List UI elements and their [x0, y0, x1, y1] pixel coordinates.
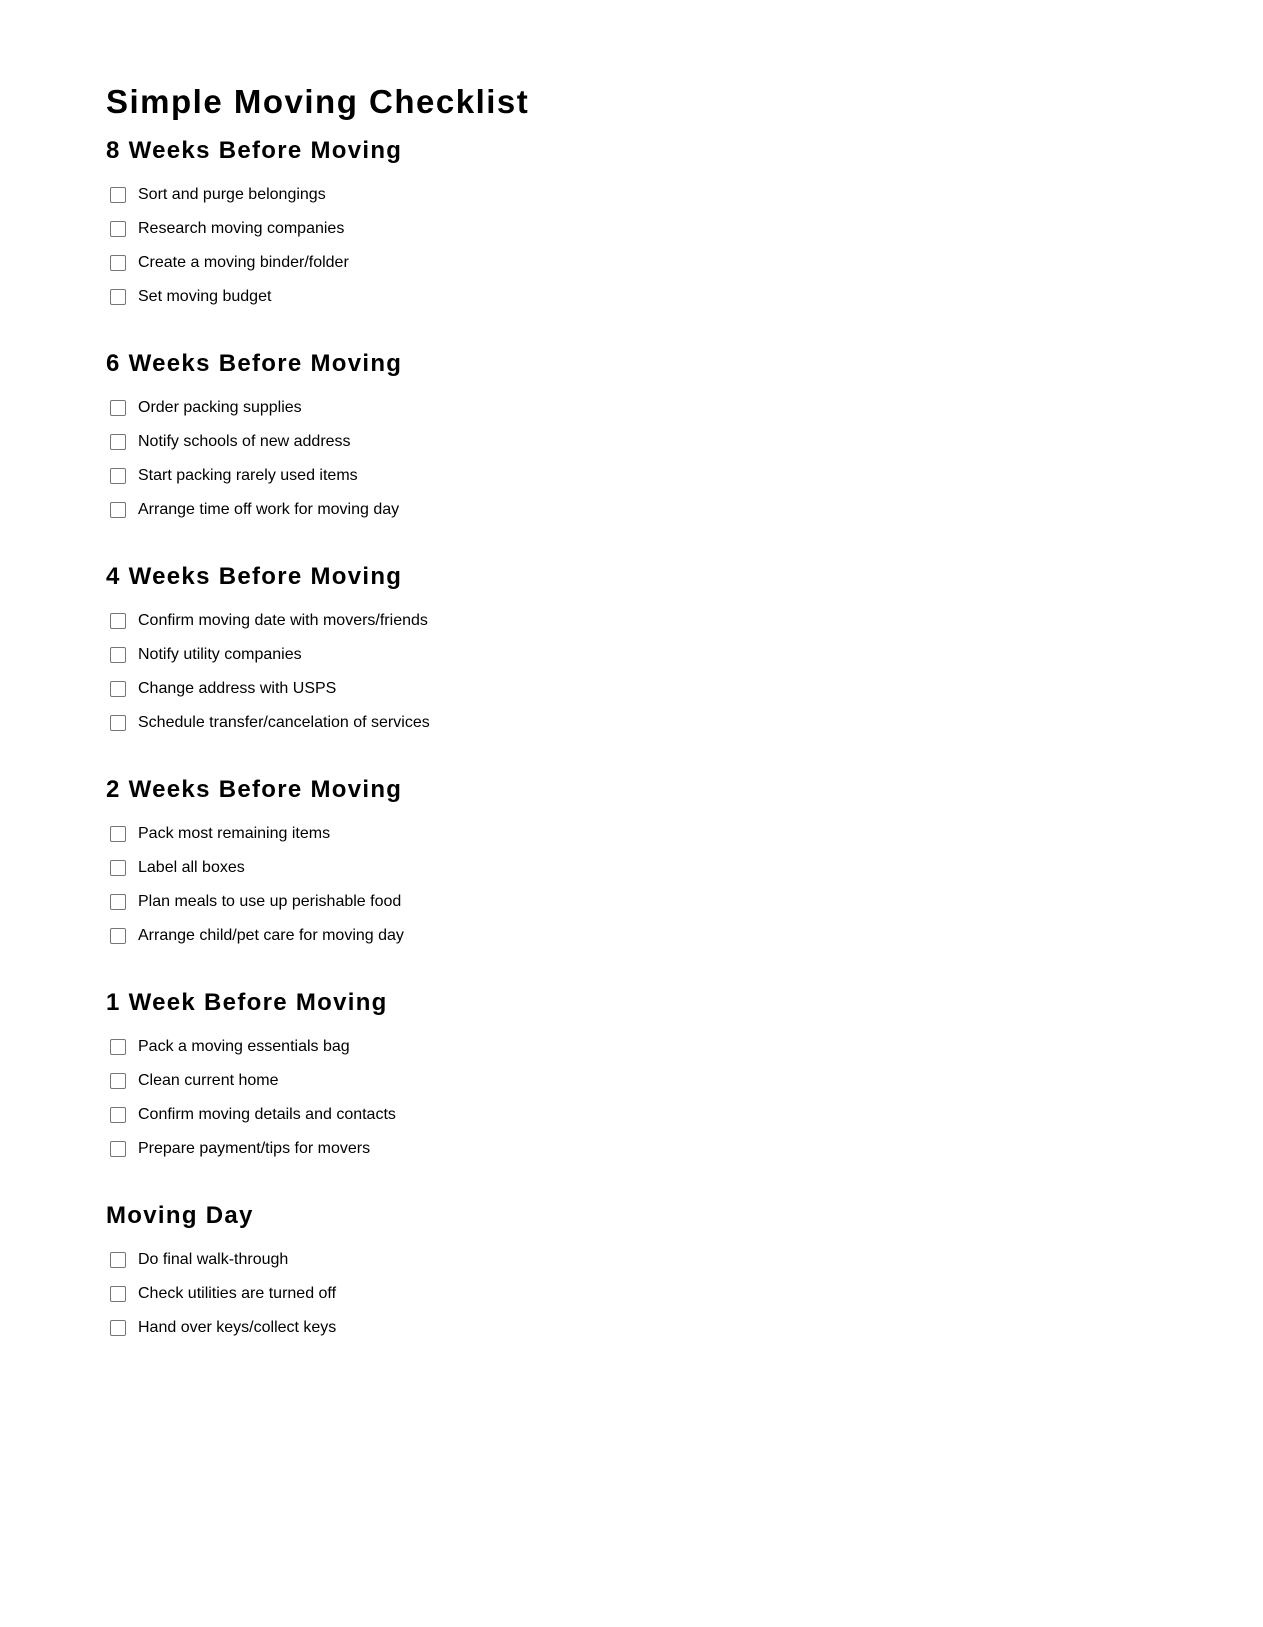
- checklist-item: [106, 1243, 1006, 1277]
- checklist-item: [106, 1030, 1006, 1064]
- checkbox[interactable]: [110, 400, 126, 416]
- checklist-item: [106, 672, 1006, 706]
- section-6-weeks: [106, 346, 1006, 527]
- checklist-item: [106, 885, 1006, 919]
- checklist-item: [106, 280, 1006, 314]
- section-moving-day: [106, 1198, 1006, 1345]
- checkbox[interactable]: [110, 434, 126, 450]
- checklist-item-label: Order packing supplies: [138, 399, 302, 416]
- checkbox[interactable]: [110, 1141, 126, 1157]
- section-2-weeks: [106, 772, 1006, 953]
- checklist-item: [106, 493, 1006, 527]
- checklist-item: [106, 212, 1006, 246]
- checkbox[interactable]: [110, 1073, 126, 1089]
- section-heading: 4 Weeks Before Moving: [106, 563, 403, 590]
- checklist-item-label: Create a moving binder/folder: [138, 254, 349, 271]
- checklist-item: [106, 1098, 1006, 1132]
- checklist-item: [106, 604, 1006, 638]
- checkbox[interactable]: [110, 647, 126, 663]
- checklist-item-label: Pack most remaining items: [138, 825, 331, 842]
- section-heading: Moving Day: [106, 1202, 254, 1229]
- checklist-item: [106, 706, 1006, 740]
- checkbox[interactable]: [110, 928, 126, 944]
- checklist: [106, 178, 1006, 314]
- checklist-item-label: Prepare payment/tips for movers: [138, 1140, 371, 1157]
- checklist-item: [106, 459, 1006, 493]
- checklist: [106, 604, 1006, 740]
- checklist: [106, 1243, 1006, 1345]
- checklist-item-label: Research moving companies: [138, 220, 345, 237]
- checklist-item: [106, 391, 1006, 425]
- checkbox[interactable]: [110, 187, 126, 203]
- checklist-item: [106, 1132, 1006, 1166]
- section-heading: 2 Weeks Before Moving: [106, 776, 403, 803]
- checkbox[interactable]: [110, 1320, 126, 1336]
- checklist-item-label: Sort and purge belongings: [138, 186, 326, 203]
- checklist-item-label: Pack a moving essentials bag: [138, 1038, 350, 1055]
- checklist-item-label: Set moving budget: [138, 288, 272, 305]
- checklist-item: [106, 851, 1006, 885]
- checkbox[interactable]: [110, 1039, 126, 1055]
- checklist-item-label: Arrange time off work for moving day: [138, 501, 400, 518]
- checkbox[interactable]: [110, 715, 126, 731]
- section-4-weeks: [106, 559, 1006, 740]
- checkbox[interactable]: [110, 1107, 126, 1123]
- checkbox[interactable]: [110, 894, 126, 910]
- checklist-item: [106, 246, 1006, 280]
- checklist-item-label: Change address with USPS: [138, 680, 337, 697]
- checklist-item: [106, 1277, 1006, 1311]
- checklist-item-label: Confirm moving date with movers/friends: [138, 612, 428, 629]
- section-heading: 6 Weeks Before Moving: [106, 350, 403, 377]
- checklist-item-label: Hand over keys/collect keys: [138, 1319, 337, 1336]
- checklist: [106, 817, 1006, 953]
- page-title: Simple Moving Checklist: [106, 83, 530, 120]
- checklist-item-label: Confirm moving details and contacts: [138, 1106, 396, 1123]
- checkbox[interactable]: [110, 613, 126, 629]
- checklist-item-label: Plan meals to use up perishable food: [138, 893, 402, 910]
- checklist-item: [106, 1311, 1006, 1345]
- checklist-item-label: Label all boxes: [138, 859, 245, 876]
- checkbox[interactable]: [110, 1252, 126, 1268]
- section-heading: 1 Week Before Moving: [106, 989, 388, 1016]
- checkbox[interactable]: [110, 1286, 126, 1302]
- checklist-item-label: Clean current home: [138, 1072, 279, 1089]
- checklist-item-label: Do final walk-through: [138, 1251, 289, 1268]
- section-1-week: [106, 985, 1006, 1166]
- checkbox[interactable]: [110, 826, 126, 842]
- checklist-item: [106, 919, 1006, 953]
- checklist-content: [106, 78, 1006, 1336]
- checkbox[interactable]: [110, 255, 126, 271]
- checklist-item-label: Notify schools of new address: [138, 433, 351, 450]
- checkbox[interactable]: [110, 468, 126, 484]
- checklist: [106, 1030, 1006, 1166]
- checkbox[interactable]: [110, 681, 126, 697]
- checklist-item: [106, 178, 1006, 212]
- checkbox[interactable]: [110, 289, 126, 305]
- checkbox[interactable]: [110, 860, 126, 876]
- checklist-item: [106, 638, 1006, 672]
- checklist-item-label: Start packing rarely used items: [138, 467, 358, 484]
- checklist-item: [106, 425, 1006, 459]
- checkbox[interactable]: [110, 221, 126, 237]
- checklist: [106, 391, 1006, 527]
- checklist-item-label: Arrange child/pet care for moving day: [138, 927, 404, 944]
- checklist-item-label: Schedule transfer/cancelation of services: [138, 714, 430, 731]
- checklist-item-label: Notify utility companies: [138, 646, 302, 663]
- checklist-item: [106, 817, 1006, 851]
- section-8-weeks: [106, 133, 1006, 314]
- checkbox[interactable]: [110, 502, 126, 518]
- section-heading: 8 Weeks Before Moving: [106, 137, 403, 164]
- checklist-item: [106, 1064, 1006, 1098]
- checklist-item-label: Check utilities are turned off: [138, 1285, 337, 1302]
